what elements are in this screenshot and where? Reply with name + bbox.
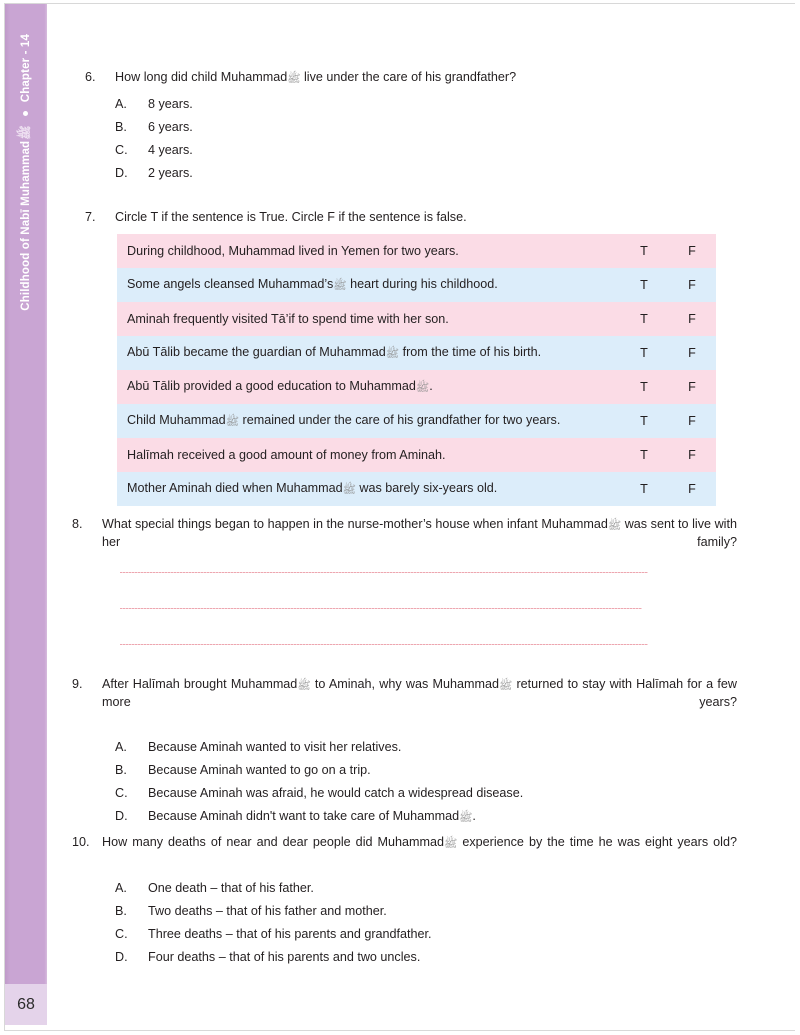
true-option[interactable]: T (620, 268, 668, 302)
true-option[interactable]: T (620, 336, 668, 370)
statement-text: Aminah frequently visited Tā’if to spend time with her son. (127, 312, 449, 326)
question-6-text-before: How long did child Muhammad (115, 70, 288, 84)
statement-cell (117, 336, 620, 370)
option-b-letter: B. (115, 904, 127, 918)
salla-icon: ﷺ (498, 680, 513, 692)
option-b[interactable] (115, 116, 725, 139)
answer-lines[interactable] (120, 572, 648, 680)
statement-cell (117, 472, 620, 506)
option-d-letter: D. (115, 950, 128, 964)
option-b[interactable] (115, 759, 737, 782)
false-option[interactable]: F (668, 234, 716, 268)
option-a-letter: A. (115, 881, 127, 895)
statement-cell (117, 234, 620, 268)
option-c-letter: C. (115, 143, 128, 157)
statement-text-after: from the time of his birth. (399, 344, 542, 359)
statement-text: Mother Aminah died when Muhammad (127, 480, 343, 495)
false-option[interactable]: F (668, 268, 716, 302)
option-d[interactable] (115, 946, 737, 969)
statement-text: Child Muhammad (127, 412, 226, 427)
true-option[interactable]: T (620, 234, 668, 268)
side-band-title: Childhood of Nabī Muhammad (20, 140, 32, 311)
salla-icon: ﷺ (333, 279, 347, 292)
option-c-letter: C. (115, 927, 128, 941)
option-d[interactable] (115, 162, 725, 185)
question-10-header (60, 834, 737, 869)
question-9 (60, 676, 737, 829)
statement-cell (117, 404, 620, 438)
table-row (117, 472, 716, 506)
question-6 (85, 69, 725, 185)
statement-cell (117, 438, 620, 472)
question-8-number: 8. (72, 517, 83, 531)
option-b-letter: B. (115, 120, 127, 134)
option-a[interactable] (115, 736, 737, 759)
question-7 (85, 209, 725, 226)
statement-cell (117, 268, 620, 302)
question-10-text-after: experience by the time he was eight years old? (457, 835, 737, 849)
option-b[interactable] (115, 900, 737, 923)
option-c-text: Three deaths – that of his parents and grandfather. (148, 927, 432, 941)
option-a-letter: A. (115, 97, 127, 111)
statement-text-after: remained under the care of his grandfather for two years. (239, 412, 561, 427)
question-10-number: 10. (72, 835, 90, 849)
question-8 (60, 516, 737, 568)
false-option[interactable]: F (668, 336, 716, 370)
salla-icon: ﷺ (225, 415, 239, 428)
table-row (117, 438, 716, 472)
option-b-text: 6 years. (148, 120, 193, 134)
option-c-text: Because Aminah was afraid, he would catch a widespread disease. (148, 786, 524, 800)
bullet-separator-icon (23, 111, 28, 116)
option-c[interactable] (115, 139, 725, 162)
side-band-text (5, 4, 47, 984)
side-running-band (5, 4, 47, 984)
question-8-text-after: was sent to live with her family? (102, 517, 737, 549)
page-number-box (5, 984, 47, 1025)
question-6-number: 6. (85, 70, 96, 84)
page-number: 68 (17, 995, 35, 1013)
table-row (117, 336, 716, 370)
question-8-text (102, 516, 737, 568)
statement-cell (117, 302, 620, 336)
option-d-letter: D. (115, 809, 128, 823)
option-a-text: 8 years. (148, 97, 193, 111)
question-9-text-part2: to Aminah, why was Muhammad (310, 677, 499, 691)
question-10-text-before: How many deaths of near and dear people did Muhammad (102, 835, 444, 849)
table-row (117, 370, 716, 404)
option-a[interactable] (115, 877, 737, 900)
option-a-text: One death – that of his father. (148, 881, 314, 895)
question-8-header (60, 516, 737, 568)
option-b-letter: B. (115, 763, 127, 777)
option-d-text (148, 805, 737, 829)
salla-icon: ﷺ (415, 381, 430, 394)
answer-line-2[interactable] (120, 608, 642, 609)
table-row (117, 234, 716, 268)
question-9-header (60, 676, 737, 728)
false-option[interactable]: F (668, 404, 716, 438)
salla-icon: ﷺ (297, 680, 311, 692)
question-10 (60, 834, 737, 969)
option-d-text: 2 years. (148, 166, 193, 180)
statement-cell (117, 370, 620, 404)
option-d-text-before: Because Aminah didn't want to take care of Muhammad (148, 809, 460, 823)
page-content (47, 4, 795, 1030)
question-9-number: 9. (72, 677, 83, 691)
table-row (117, 404, 716, 438)
option-c-letter: C. (115, 786, 128, 800)
salla-icon: ﷺ (607, 520, 622, 532)
question-8-text-before: What special things began to happen in the nurse-mother’s house when infant Muhammad (102, 517, 608, 531)
salla-icon: ﷺ (342, 483, 356, 496)
statement-text-after: heart during his childhood. (346, 276, 498, 291)
option-a[interactable] (115, 93, 725, 116)
true-option[interactable]: T (620, 472, 668, 506)
side-band-chapter: Chapter - 14 (20, 34, 32, 103)
option-d-text-after: . (472, 809, 476, 823)
option-a-letter: A. (115, 740, 127, 754)
option-a-text: Because Aminah wanted to visit her relatives. (148, 740, 402, 754)
false-option[interactable]: F (668, 302, 716, 336)
question-10-options (115, 877, 737, 969)
question-9-options (115, 736, 737, 829)
question-9-text (102, 676, 737, 728)
true-option[interactable]: T (620, 370, 668, 404)
true-option[interactable]: T (620, 302, 668, 336)
table-row (117, 302, 716, 336)
statement-text: Some angels cleansed Muhammad’s (127, 276, 334, 291)
statement-text-after: was barely six-years old. (355, 480, 498, 495)
option-d[interactable] (115, 805, 737, 829)
option-b-text: Two deaths – that of his father and mother. (148, 904, 387, 918)
statement-text: During childhood, Muhammad lived in Yemen for two years. (127, 244, 459, 258)
salla-icon: ﷺ (17, 125, 32, 140)
question-7-header (85, 209, 725, 226)
true-option[interactable]: T (620, 404, 668, 438)
option-c[interactable] (115, 782, 737, 805)
option-c-text: 4 years. (148, 143, 193, 157)
salla-icon: ﷺ (459, 812, 473, 824)
salla-icon: ﷺ (385, 347, 400, 360)
salla-icon: ﷺ (444, 838, 458, 850)
question-7-text: Circle T if the sentence is True. Circle F if the sentence is false. (115, 210, 467, 224)
statement-text: Abū Tālib became the guardian of Muhammad (127, 344, 386, 359)
table-row (117, 268, 716, 302)
question-6-text-after: live under the care of his grandfather? (300, 70, 517, 84)
question-6-options (115, 93, 725, 185)
answer-line-1[interactable] (120, 572, 648, 573)
question-6-text (115, 69, 725, 87)
option-d-letter: D. (115, 166, 128, 180)
question-9-text-part3: returned to stay with Halīmah for a few more years? (102, 677, 737, 709)
false-option[interactable]: F (668, 472, 716, 506)
question-10-text (102, 834, 737, 869)
true-false-table (117, 234, 716, 506)
statement-text-after: . (429, 378, 433, 393)
question-7-number: 7. (85, 210, 96, 224)
salla-icon: ﷺ (287, 73, 301, 85)
option-c[interactable] (115, 923, 737, 946)
question-9-text-part1: After Halīmah brought Muhammad (102, 677, 298, 691)
statement-text: Abū Tālib provided a good education to Muhammad (127, 378, 416, 393)
option-d-text: Four deaths – that of his parents and two uncles. (148, 950, 421, 964)
option-b-text: Because Aminah wanted to go on a trip. (148, 763, 371, 777)
question-6-header (85, 69, 725, 87)
answer-line-3[interactable] (120, 644, 648, 645)
false-option[interactable]: F (668, 370, 716, 404)
statement-text: Halīmah received a good amount of money from Aminah. (127, 448, 446, 462)
true-option[interactable]: T (620, 438, 668, 472)
false-option[interactable]: F (668, 438, 716, 472)
